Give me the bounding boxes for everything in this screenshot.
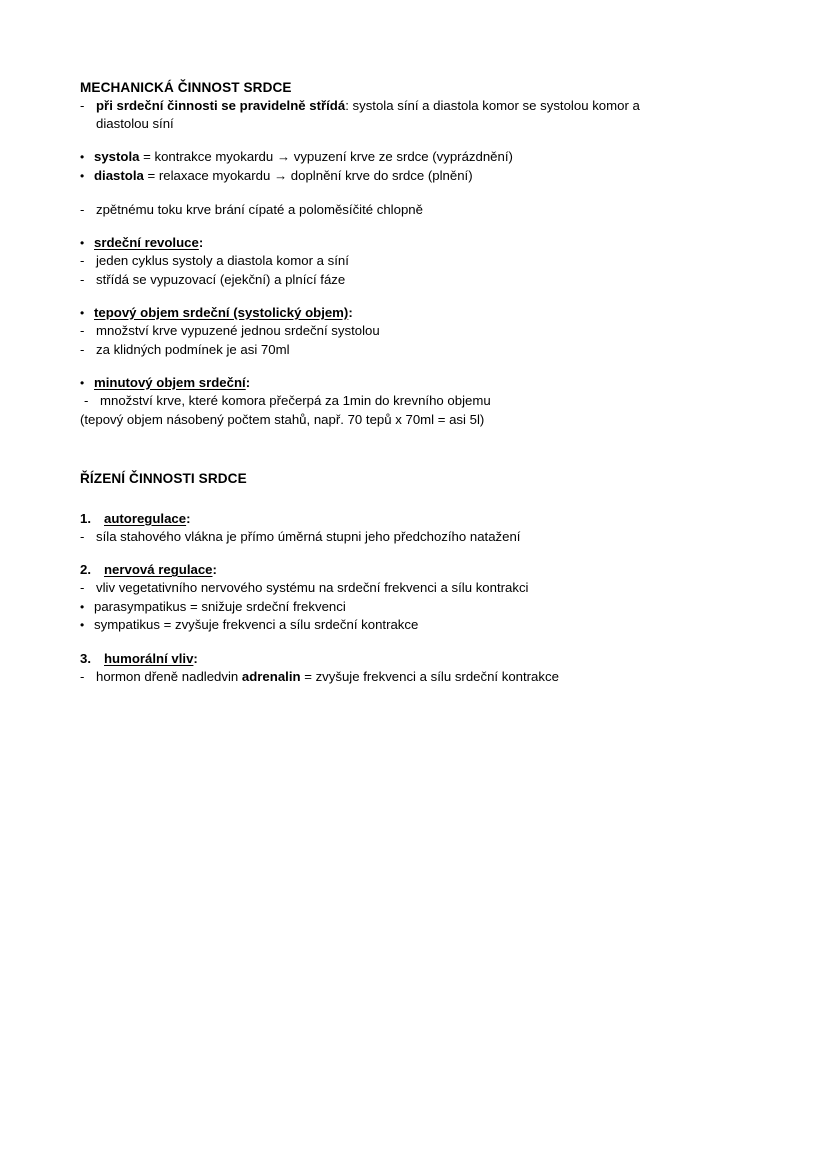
list-item-rest: : systola síní a diastola komor se systolou komor a [345, 98, 640, 113]
list-item [80, 341, 758, 359]
bullet-marker: • [80, 235, 85, 250]
spacer [80, 133, 758, 148]
colon: : [186, 510, 191, 526]
spacer [80, 359, 758, 374]
dash-marker: - [80, 323, 85, 339]
list-item-text: množství krve, které komora přečerpá za 1min do krevního objemu [100, 393, 491, 409]
dash-marker: - [84, 393, 89, 409]
term-minutovy-objem-srdecni: minutový objem srdeční [94, 374, 246, 390]
term-autoregulace: autoregulace [104, 510, 187, 526]
emphasis-text: při srdeční činnosti se pravidelně střídá [96, 98, 346, 113]
list-item [80, 252, 758, 270]
dash-marker: - [80, 271, 85, 287]
document-body [80, 78, 758, 686]
list-item [80, 579, 758, 597]
colon: : [348, 304, 353, 320]
list-item-prefix: hormon dřeně nadledvin [96, 669, 242, 684]
spacer [80, 429, 758, 469]
bullet-marker: • [80, 375, 85, 390]
definition-diastola: = relaxace myokardu → doplnění krve do srdce (plnění) [143, 168, 473, 183]
subheading-text [94, 374, 758, 392]
term-srdecni-revoluce: srdeční revoluce [94, 234, 199, 250]
term-systola: systola [94, 149, 140, 165]
subheading-item [80, 374, 758, 393]
number-marker: 3. [80, 650, 91, 666]
list-item-text: zpětnému toku krve brání cípaté a poloměsíčité chlopně [96, 201, 423, 217]
list-item-text: střídá se vypuzovací (ejekční) a plnící fáze [96, 271, 346, 287]
list-item [80, 201, 758, 219]
list-item-text: za klidných podmínek je asi 70ml [96, 341, 290, 357]
spacer [80, 219, 758, 234]
numbered-item-text [104, 561, 758, 579]
list-item-suffix: = zvyšuje frekvenci a sílu srdeční kontrakce [300, 669, 559, 684]
dash-marker: - [80, 529, 85, 544]
numbered-item [80, 510, 758, 528]
number-marker: 1. [80, 510, 91, 526]
section-heading-mechanicka-cinnost-srdce: MECHANICKÁ ČINNOST SRDCE [80, 80, 292, 95]
dash-marker: - [80, 201, 85, 217]
list-item-text [94, 167, 758, 185]
note-text: (tepový objem násobený počtem stahů, např. 70 tepů x 70ml = asi 5l) [80, 411, 485, 427]
subheading-text [94, 234, 758, 252]
dash-marker: - [80, 341, 85, 357]
list-item-text [96, 97, 758, 133]
emphasis-adrenalin: adrenalin [241, 669, 301, 684]
term-humoralni-vliv: humorální vliv [104, 650, 194, 666]
colon: : [198, 234, 204, 250]
subheading-text [94, 304, 758, 322]
list-item [80, 598, 758, 617]
list-item-text: sympatikus = zvyšuje frekvenci a sílu srdeční kontrakce [94, 617, 419, 633]
bullet-marker: • [80, 150, 85, 165]
list-item [80, 148, 758, 167]
list-item [80, 616, 758, 635]
dash-marker: - [80, 669, 85, 684]
section-heading-rizeni-cinnosti-srdce: ŘÍZENÍ ČINNOSTI SRDCE [80, 470, 247, 486]
dash-marker: - [80, 253, 85, 269]
list-item-text: množství krve vypuzené jednou srdeční systolou [96, 323, 380, 339]
list-item [80, 167, 758, 186]
colon: : [245, 374, 251, 390]
bullet-marker: • [80, 599, 85, 614]
list-item-text [94, 148, 758, 166]
list-item-text: vliv vegetativního nervového systému na srdeční frekvenci a sílu kontrakci [96, 580, 529, 596]
term-diastola: diastola [94, 168, 144, 183]
bullet-marker: • [80, 305, 85, 320]
list-item-text: parasympatikus = snižuje srdeční frekvenci [94, 598, 346, 614]
numbered-item-text [104, 650, 758, 668]
subheading-item [80, 234, 758, 253]
numbered-item [80, 650, 758, 668]
list-item [80, 528, 758, 546]
dash-marker: - [80, 580, 85, 596]
numbered-item-text [104, 510, 758, 528]
subheading-item [80, 304, 758, 323]
bullet-marker: • [80, 169, 85, 183]
list-item-text: jeden cyklus systoly a diastola komor a síní [96, 253, 349, 269]
bullet-marker: • [80, 618, 85, 633]
spacer [80, 186, 758, 201]
spacer [80, 546, 758, 561]
list-item [80, 668, 758, 686]
colon: : [193, 650, 198, 666]
definition-systola: = kontrakce myokardu → vypuzení krve ze srdce (vyprázdnění) [139, 149, 513, 165]
numbered-item [80, 561, 758, 579]
spacer [80, 289, 758, 304]
list-item [80, 322, 758, 340]
term-tepovy-objem-srdecni: tepový objem srdeční (systolický objem) [94, 304, 349, 320]
spacer [80, 635, 758, 650]
colon: : [212, 562, 217, 578]
list-item-text: síla stahového vlákna je přímo úměrná stupni jeho předchozího natažení [96, 529, 521, 544]
list-item [84, 392, 758, 410]
list-item [80, 97, 758, 133]
list-item-line2: diastolou síní [96, 116, 174, 132]
term-nervova-regulace: nervová regulace [104, 562, 213, 578]
number-marker: 2. [80, 562, 91, 578]
list-item [80, 271, 758, 289]
spacer [80, 488, 758, 510]
dash-marker: - [80, 98, 85, 113]
list-item-text [96, 668, 758, 686]
